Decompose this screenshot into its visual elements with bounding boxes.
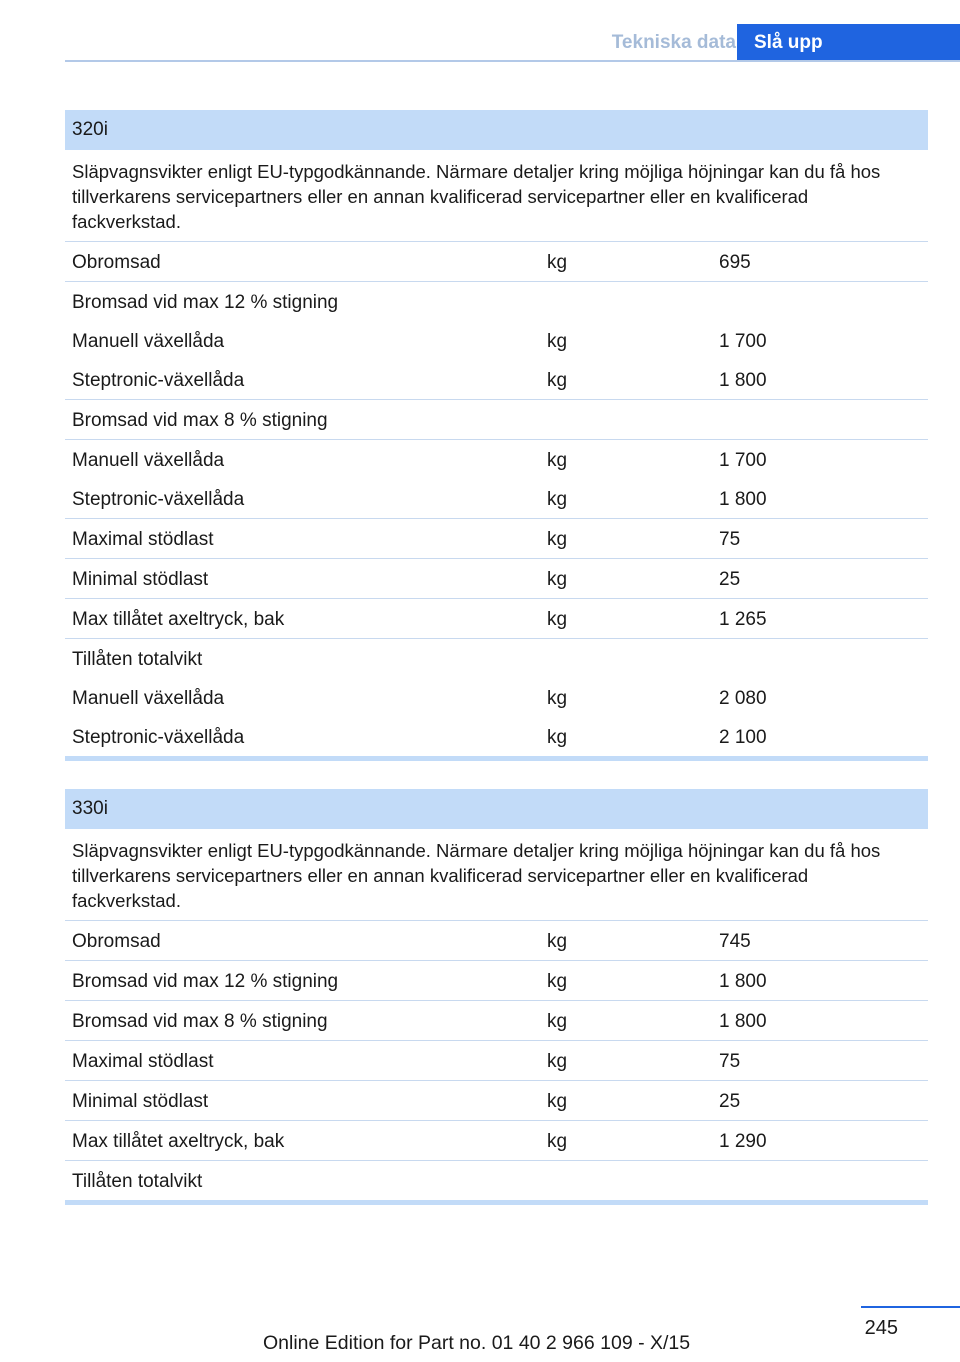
row-label: Max tillåtet axeltryck, bak: [72, 1131, 285, 1152]
row-value: 25: [719, 569, 741, 590]
row-value: 1 700: [719, 450, 767, 471]
header-active-tab[interactable]: Slå upp: [737, 24, 960, 60]
table-row: [65, 717, 928, 756]
table-row: [65, 1001, 928, 1041]
row-value: 1 800: [719, 370, 767, 391]
row-unit: kg: [547, 688, 568, 709]
row-unit: kg: [547, 1091, 568, 1112]
header-divider: [65, 60, 960, 62]
table-row: [65, 921, 928, 961]
row-unit: kg: [547, 609, 568, 630]
row-label: Manuell växellåda: [72, 331, 225, 352]
row-label: Tillåten totalvikt: [72, 1171, 203, 1192]
row-label: Bromsad vid max 8 % stigning: [72, 410, 328, 431]
table-row: [65, 479, 928, 519]
row-value: 745: [719, 931, 751, 952]
table-row: [65, 1121, 928, 1161]
table-row: [65, 321, 928, 360]
row-value: 1 800: [719, 1011, 767, 1032]
row-unit: kg: [547, 252, 568, 273]
table-end-rule: [65, 756, 928, 761]
row-label: Steptronic-växellåda: [72, 489, 245, 510]
page-number: 245: [864, 1317, 898, 1339]
table-row: [65, 282, 928, 321]
row-value: 1 800: [719, 971, 767, 992]
table-row: [65, 678, 928, 717]
row-label: Bromsad vid max 8 % stigning: [72, 1011, 328, 1032]
row-unit: kg: [547, 1011, 568, 1032]
row-value: 75: [719, 529, 741, 550]
row-label: Maximal stödlast: [72, 1051, 214, 1072]
row-value: 695: [719, 252, 751, 273]
table-row: [65, 1081, 928, 1121]
table-row: [65, 559, 928, 599]
row-value: 1 800: [719, 489, 767, 510]
row-label: Minimal stödlast: [72, 569, 209, 590]
spec-table-320i: [65, 110, 928, 761]
row-unit: kg: [547, 489, 568, 510]
row-unit: kg: [547, 727, 568, 748]
header-section-title: Tekniska data: [611, 32, 736, 53]
row-value: 1 700: [719, 331, 767, 352]
table-row: [65, 1161, 928, 1200]
table-row: [65, 360, 928, 400]
row-label: Tillåten totalvikt: [72, 649, 203, 670]
table-title: 330i: [65, 789, 928, 829]
row-value: 2 100: [719, 727, 767, 748]
table-description: Släpvagnsvikter enligt EU-typgodkännande. Närmare detaljer kring möjliga höjningar kan du få hos tillverkarens servicepartners eller en annan kvalificerad servicepartner eller en kvalificerad fackverkstad.: [65, 150, 928, 242]
row-label: Max tillåtet axeltryck, bak: [72, 609, 285, 630]
row-unit: kg: [547, 450, 568, 471]
row-value: 25: [719, 1091, 741, 1112]
row-unit: kg: [547, 370, 568, 391]
row-label: Steptronic-växellåda: [72, 727, 245, 748]
table-row: [65, 242, 928, 282]
row-unit: kg: [547, 931, 568, 952]
table-title: 320i: [65, 110, 928, 150]
row-label: Bromsad vid max 12 % stigning: [72, 292, 339, 313]
row-label: Bromsad vid max 12 % stigning: [72, 971, 339, 992]
row-label: Manuell växellåda: [72, 450, 225, 471]
row-unit: kg: [547, 569, 568, 590]
row-value: 1 290: [719, 1131, 767, 1152]
row-label: Obromsad: [72, 931, 161, 952]
table-row: [65, 639, 928, 678]
spec-table-330i: [65, 789, 928, 1205]
footer-edition: Online Edition for Part no. 01 40 2 966 109 - X/15: [263, 1332, 691, 1354]
table-row: [65, 1041, 928, 1081]
row-label: Obromsad: [72, 252, 161, 273]
row-label: Minimal stödlast: [72, 1091, 209, 1112]
row-value: 1 265: [719, 609, 767, 630]
row-label: Steptronic-växellåda: [72, 370, 245, 391]
row-label: Maximal stödlast: [72, 529, 214, 550]
row-unit: kg: [547, 1131, 568, 1152]
table-end-rule: [65, 1200, 928, 1205]
table-row: [65, 961, 928, 1001]
table-row: [65, 440, 928, 479]
row-value: 75: [719, 1051, 741, 1072]
table-row: [65, 400, 928, 440]
row-label: Manuell växellåda: [72, 688, 225, 709]
row-value: 2 080: [719, 688, 767, 709]
row-unit: kg: [547, 971, 568, 992]
row-unit: kg: [547, 1051, 568, 1072]
row-unit: kg: [547, 529, 568, 550]
page-number-rule: [861, 1306, 960, 1308]
table-row: [65, 599, 928, 639]
table-row: [65, 519, 928, 559]
table-description: Släpvagnsvikter enligt EU-typgodkännande. Närmare detaljer kring möjliga höjningar kan du få hos tillverkarens servicepartners eller en annan kvalificerad servicepartner eller en kvalificerad fackverkstad.: [65, 829, 928, 921]
row-unit: kg: [547, 331, 568, 352]
